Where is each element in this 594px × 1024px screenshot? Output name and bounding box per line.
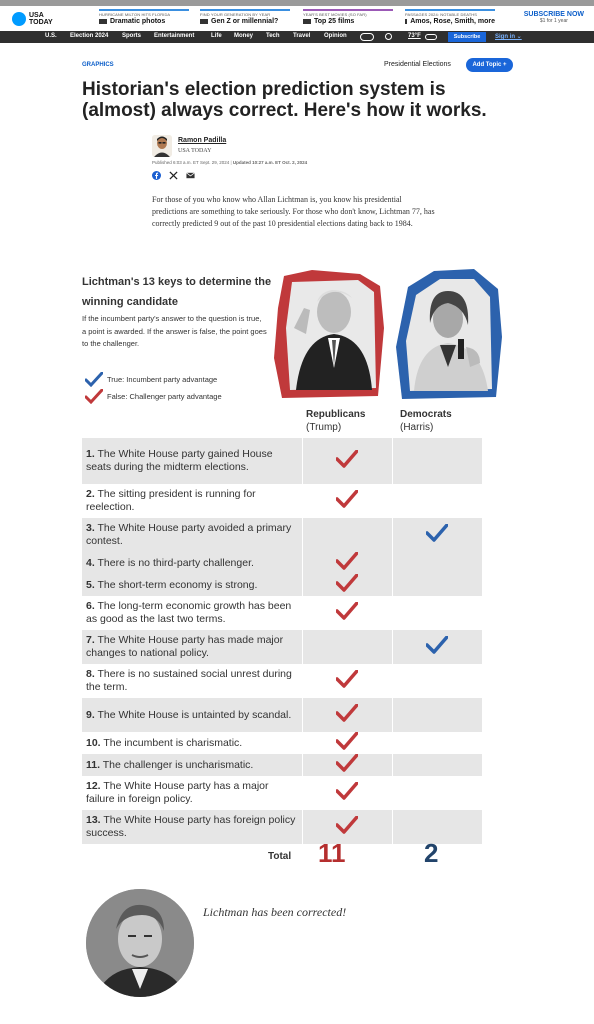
red-checkmark-icon bbox=[336, 574, 358, 592]
red-checkmark-icon bbox=[336, 816, 358, 834]
harris-photo bbox=[394, 267, 504, 401]
democrat-cell bbox=[392, 552, 482, 574]
main-nav bbox=[0, 31, 594, 43]
key-text: 7. The White House party has made major changes to national policy. bbox=[82, 630, 302, 664]
key-text: 8. There is no sustained social unrest during the term. bbox=[86, 668, 292, 693]
x-twitter-icon[interactable] bbox=[169, 171, 178, 180]
democrat-cell bbox=[392, 630, 482, 664]
key-text: 6. The long-term economic growth has been as good as the last two terms. bbox=[86, 600, 292, 625]
nav-item[interactable]: Opinion bbox=[324, 33, 347, 39]
republican-cell bbox=[302, 552, 392, 574]
updated-time: Updated 10:27 a.m. ET Oct. 2, 2024 bbox=[232, 160, 308, 165]
key-text: 9. The White House is untainted by scandal. bbox=[82, 698, 302, 732]
republican-cell bbox=[302, 630, 392, 664]
key-row bbox=[82, 810, 482, 844]
more-menu-icon[interactable] bbox=[360, 33, 374, 41]
blue-checkmark-icon bbox=[426, 524, 448, 542]
logo-text-line2: TODAY bbox=[29, 19, 53, 26]
promo-kicker: YEAR'S BEST MOVIES (SO FAR) bbox=[303, 12, 367, 17]
blue-checkmark-icon bbox=[426, 636, 448, 654]
red-checkmark-icon bbox=[336, 754, 358, 772]
nav-item[interactable]: Sports bbox=[122, 33, 142, 39]
red-checkmark-icon bbox=[336, 552, 358, 570]
key-text: 11. The challenger is uncharismatic. bbox=[82, 754, 302, 776]
key-row bbox=[82, 518, 482, 552]
red-checkmark-icon bbox=[336, 704, 358, 722]
democrat-cell bbox=[392, 518, 482, 552]
camera-icon bbox=[99, 19, 107, 24]
key-row bbox=[82, 732, 482, 754]
democrat-cell bbox=[392, 484, 482, 518]
democrat-cell bbox=[392, 664, 482, 698]
graphic-description: If the incumbent party's answer to the question is true, a point is awarded. If the answer is false, the point goes to the challenger. bbox=[82, 314, 267, 348]
promo-item[interactable] bbox=[99, 9, 189, 25]
promo-item[interactable] bbox=[405, 9, 495, 25]
republican-cell bbox=[302, 596, 392, 630]
nav-item[interactable]: Travel bbox=[293, 33, 311, 39]
republican-cell bbox=[302, 810, 392, 844]
author-avatar bbox=[152, 135, 172, 157]
key-text: 1. The White House party gained House seats during the midterm elections. bbox=[82, 438, 302, 484]
key-text: 5. The short-term economy is strong. bbox=[82, 574, 302, 596]
nav-item[interactable]: Money bbox=[234, 33, 254, 39]
weather-temperature[interactable]: 73°F bbox=[408, 33, 421, 39]
topic-label[interactable]: Presidential Elections bbox=[384, 61, 451, 68]
republican-cell bbox=[302, 574, 392, 596]
democrats-column-header: Democrats (Harris) bbox=[400, 409, 452, 433]
promo-color-bar bbox=[99, 9, 189, 11]
democrat-cell bbox=[392, 596, 482, 630]
graphic-title: Lichtman's 13 keys to determine the winning candidate bbox=[82, 276, 272, 308]
promo-item[interactable] bbox=[200, 9, 290, 25]
key-row bbox=[82, 438, 482, 484]
promo-title: Top 25 films bbox=[303, 18, 393, 25]
email-icon[interactable] bbox=[186, 172, 195, 179]
cloud-icon bbox=[425, 34, 437, 40]
promo-color-bar bbox=[405, 9, 495, 11]
promo-title: Amos, Rose, Smith, more bbox=[405, 18, 495, 25]
republican-cell bbox=[302, 776, 392, 810]
red-checkmark-icon bbox=[336, 670, 358, 688]
publish-info: Published 6:03 a.m. ET Sept. 29, 2024 | Updated 10:27 a.m. ET Oct. 2, 2024 bbox=[152, 160, 308, 165]
keys-table bbox=[82, 438, 482, 844]
key-row bbox=[82, 698, 482, 732]
red-checkmark-icon bbox=[336, 490, 358, 508]
key-row bbox=[82, 552, 482, 574]
key-row bbox=[82, 664, 482, 698]
key-row bbox=[82, 596, 482, 630]
section-kicker[interactable]: GRAPHICS bbox=[82, 62, 114, 68]
key-text: 4. There is no third-party challenger. bbox=[82, 552, 302, 574]
logo-text-line1: USA bbox=[29, 12, 44, 19]
republican-cell bbox=[302, 732, 392, 754]
red-checkmark-icon bbox=[336, 732, 358, 750]
total-label: Total bbox=[268, 851, 292, 862]
trump-photo bbox=[272, 268, 386, 400]
total-democrats: 2 bbox=[424, 838, 439, 868]
legend-true: True: Incumbent party advantage bbox=[85, 372, 217, 387]
subscribe-button[interactable]: Subscribe bbox=[448, 32, 486, 42]
democrat-cell bbox=[392, 698, 482, 732]
promo-title: Dramatic photos bbox=[99, 18, 189, 25]
nav-item[interactable]: Entertainment bbox=[154, 33, 195, 39]
signin-link[interactable]: Sign in ⌄ bbox=[495, 34, 522, 40]
democrat-cell bbox=[392, 732, 482, 754]
nav-item[interactable]: U.S. bbox=[45, 33, 57, 39]
camera-icon bbox=[200, 19, 208, 24]
camera-icon bbox=[405, 19, 407, 24]
key-row bbox=[82, 754, 482, 776]
lichtman-portrait bbox=[86, 889, 194, 997]
promo-kicker: PASSAGES 2024: NOTABLE DEATHS bbox=[405, 12, 478, 17]
nav-item[interactable]: Tech bbox=[266, 33, 280, 39]
democrat-cell bbox=[392, 776, 482, 810]
usa-today-logo[interactable] bbox=[12, 12, 53, 26]
promo-item[interactable] bbox=[303, 9, 393, 25]
republican-cell bbox=[302, 754, 392, 776]
key-text: 13. The White House party has foreign policy success. bbox=[82, 810, 302, 844]
republican-cell bbox=[302, 438, 392, 484]
red-checkmark-icon bbox=[85, 389, 103, 404]
search-icon[interactable] bbox=[385, 33, 392, 40]
published-time: Published 6:03 a.m. ET Sept. 29, 2024 bbox=[152, 160, 230, 165]
red-checkmark-icon bbox=[336, 450, 358, 468]
key-row bbox=[82, 574, 482, 596]
key-text: 3. The White House party avoided a primary contest. bbox=[82, 518, 302, 552]
logo-dot-icon bbox=[12, 12, 26, 26]
red-checkmark-icon bbox=[336, 782, 358, 800]
subscribe-now-label: SUBSCRIBE NOW bbox=[523, 11, 584, 18]
subscribe-now-promo[interactable] bbox=[524, 11, 584, 24]
key-row bbox=[82, 776, 482, 810]
headline: Historian's election prediction system is (almost) always correct. Here's how it works. bbox=[82, 79, 487, 121]
nav-item[interactable]: Election 2024 bbox=[70, 33, 109, 39]
republican-cell bbox=[302, 664, 392, 698]
promo-kicker: HURRICANE MILTON HITS FLORIDA bbox=[99, 12, 171, 17]
republican-cell bbox=[302, 518, 392, 552]
democrat-cell bbox=[392, 574, 482, 596]
democrat-cell bbox=[392, 438, 482, 484]
top-promo-bar bbox=[0, 0, 594, 31]
key-text: 10. The incumbent is charismatic. bbox=[86, 736, 243, 749]
republicans-column-header: Republicans (Trump) bbox=[306, 409, 366, 433]
legend-false: False: Challenger party advantage bbox=[85, 389, 222, 404]
promo-color-bar bbox=[303, 9, 393, 11]
author-outlet: USA TODAY bbox=[178, 148, 212, 154]
facebook-icon[interactable] bbox=[152, 171, 161, 180]
key-row bbox=[82, 630, 482, 664]
republican-cell bbox=[302, 484, 392, 518]
nav-item[interactable]: Life bbox=[211, 33, 222, 39]
republican-cell bbox=[302, 698, 392, 732]
promo-title: Gen Z or millennial? bbox=[200, 18, 290, 25]
key-text: 2. The sitting president is running for reelection. bbox=[86, 488, 256, 513]
share-bar bbox=[152, 171, 195, 180]
key-row bbox=[82, 484, 482, 518]
article-intro-paragraph: For those of you who know who Allan Lichtman is, you know his presidential predictions are something to take seriously. For those who don't know, Lichtman 77, has correctly predicted 9 out of the past 10 presidential elections dating back to 1984. bbox=[152, 195, 435, 228]
key-text: 12. The White House party has a major failure in foreign policy. bbox=[86, 780, 269, 805]
promo-color-bar bbox=[200, 9, 290, 11]
blue-checkmark-icon bbox=[85, 372, 103, 387]
promo-kicker: FIND YOUR GENERATION BY YEAR bbox=[200, 12, 271, 17]
total-republicans: 11 bbox=[318, 838, 346, 868]
lichtman-caption: Lichtman has been corrected! bbox=[203, 905, 347, 919]
subscribe-price-label: $1 for 1 year bbox=[539, 18, 568, 24]
camera-icon bbox=[303, 19, 311, 24]
red-checkmark-icon bbox=[336, 602, 358, 620]
author-name-link[interactable]: Ramon Padilla bbox=[178, 137, 227, 144]
add-topic-button[interactable]: Add Topic + bbox=[466, 58, 513, 72]
democrat-cell bbox=[392, 754, 482, 776]
